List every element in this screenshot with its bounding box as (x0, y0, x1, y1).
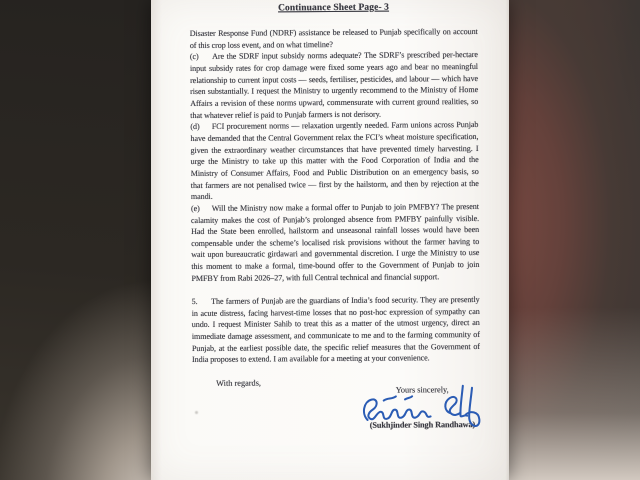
letter-content (190, 1, 481, 431)
closing-sincerely: Yours sincerely, (395, 384, 449, 395)
signature-autograph (358, 395, 486, 421)
paragraph-item-c: (c) Are the SDRF input subsidy norms adequate? The SDRF’s prescribed per-hectare input subsidy rates for crop damage were fixed some years ago and bear no meaningful relationship to current input costs — seeds, fertiliser, pesticides, and labour — which have risen substantially. I request the Ministry to urgently recommend to the Ministry of Home Affairs a revision of these norms upward, commensurate with current ground realities, so that whatever relief is paid to Punjab farmers is not derisory. (189, 50, 479, 120)
backdrop-right (509, 0, 640, 480)
signature-block (358, 384, 486, 431)
page-title: Continuance Sheet Page- 3 (278, 2, 390, 14)
backdrop-left (0, 0, 153, 480)
letter-page (151, 0, 509, 480)
paragraph-item-d: (d) FCI procurement norms — relaxation urgently needed. Farm unions across Punjab have demanded that the Central Government relax the FCI’s wheat moisture specification, given the extraordinary weather circumstances that have prevented timely harvesting. I urge the Ministry to take up this matter with the Food Corporation of India and the Ministry of Consumer Affairs, Food and Public Distribution on an emergency basis, so that farmers are not penalised twice — first by the hailstorm, and then by rejection at the mandi. (190, 120, 479, 202)
signature-ink-strokes (357, 382, 485, 433)
paragraph-intro: Disaster Response Fund (NDRF) assistance be released to Punjab specifically on account of this crop loss event, and on what timeline? (189, 26, 478, 50)
closing-regards: With regards, (216, 378, 262, 388)
paragraph-item-e: (e) Will the Ministry now make a formal offer to Punjab to join PMFBY? The present calamity makes the cost of Punjab’s prolonged absence from PMFBY painfully visible. Had the State been enrolled, hailstorm and unseasonal rainfall losses would have been compensable under the scheme’s localised risk provisions without the farmer having to wait upon bureaucratic girdawari and governmental discretion. I urge the Ministry to use this moment to make a formal, time-bound offer to the Government of Punjab to join PMFBY from Rabi 2026–27, with full Central technical and financial support. (190, 201, 480, 283)
paragraph-5: 5. The farmers of Punjab are the guardians of India’s food security. They are presently in acute distress, facing harvest-time losses that no post-hoc expression of sympathy can undo. I request Minister Sahib to treat this as a matter of the utmost urgency, direct an immediate damage assessment, and communicate to me and to the farming community of Punjab, at the earliest possible date, the specific relief measures that the Government of India proposes to extend. I am available for a meeting at your convenience. (191, 295, 480, 365)
letter-body (190, 26, 480, 366)
signatory-name: (Sukhjinder Singh Randhawa) (369, 420, 476, 431)
